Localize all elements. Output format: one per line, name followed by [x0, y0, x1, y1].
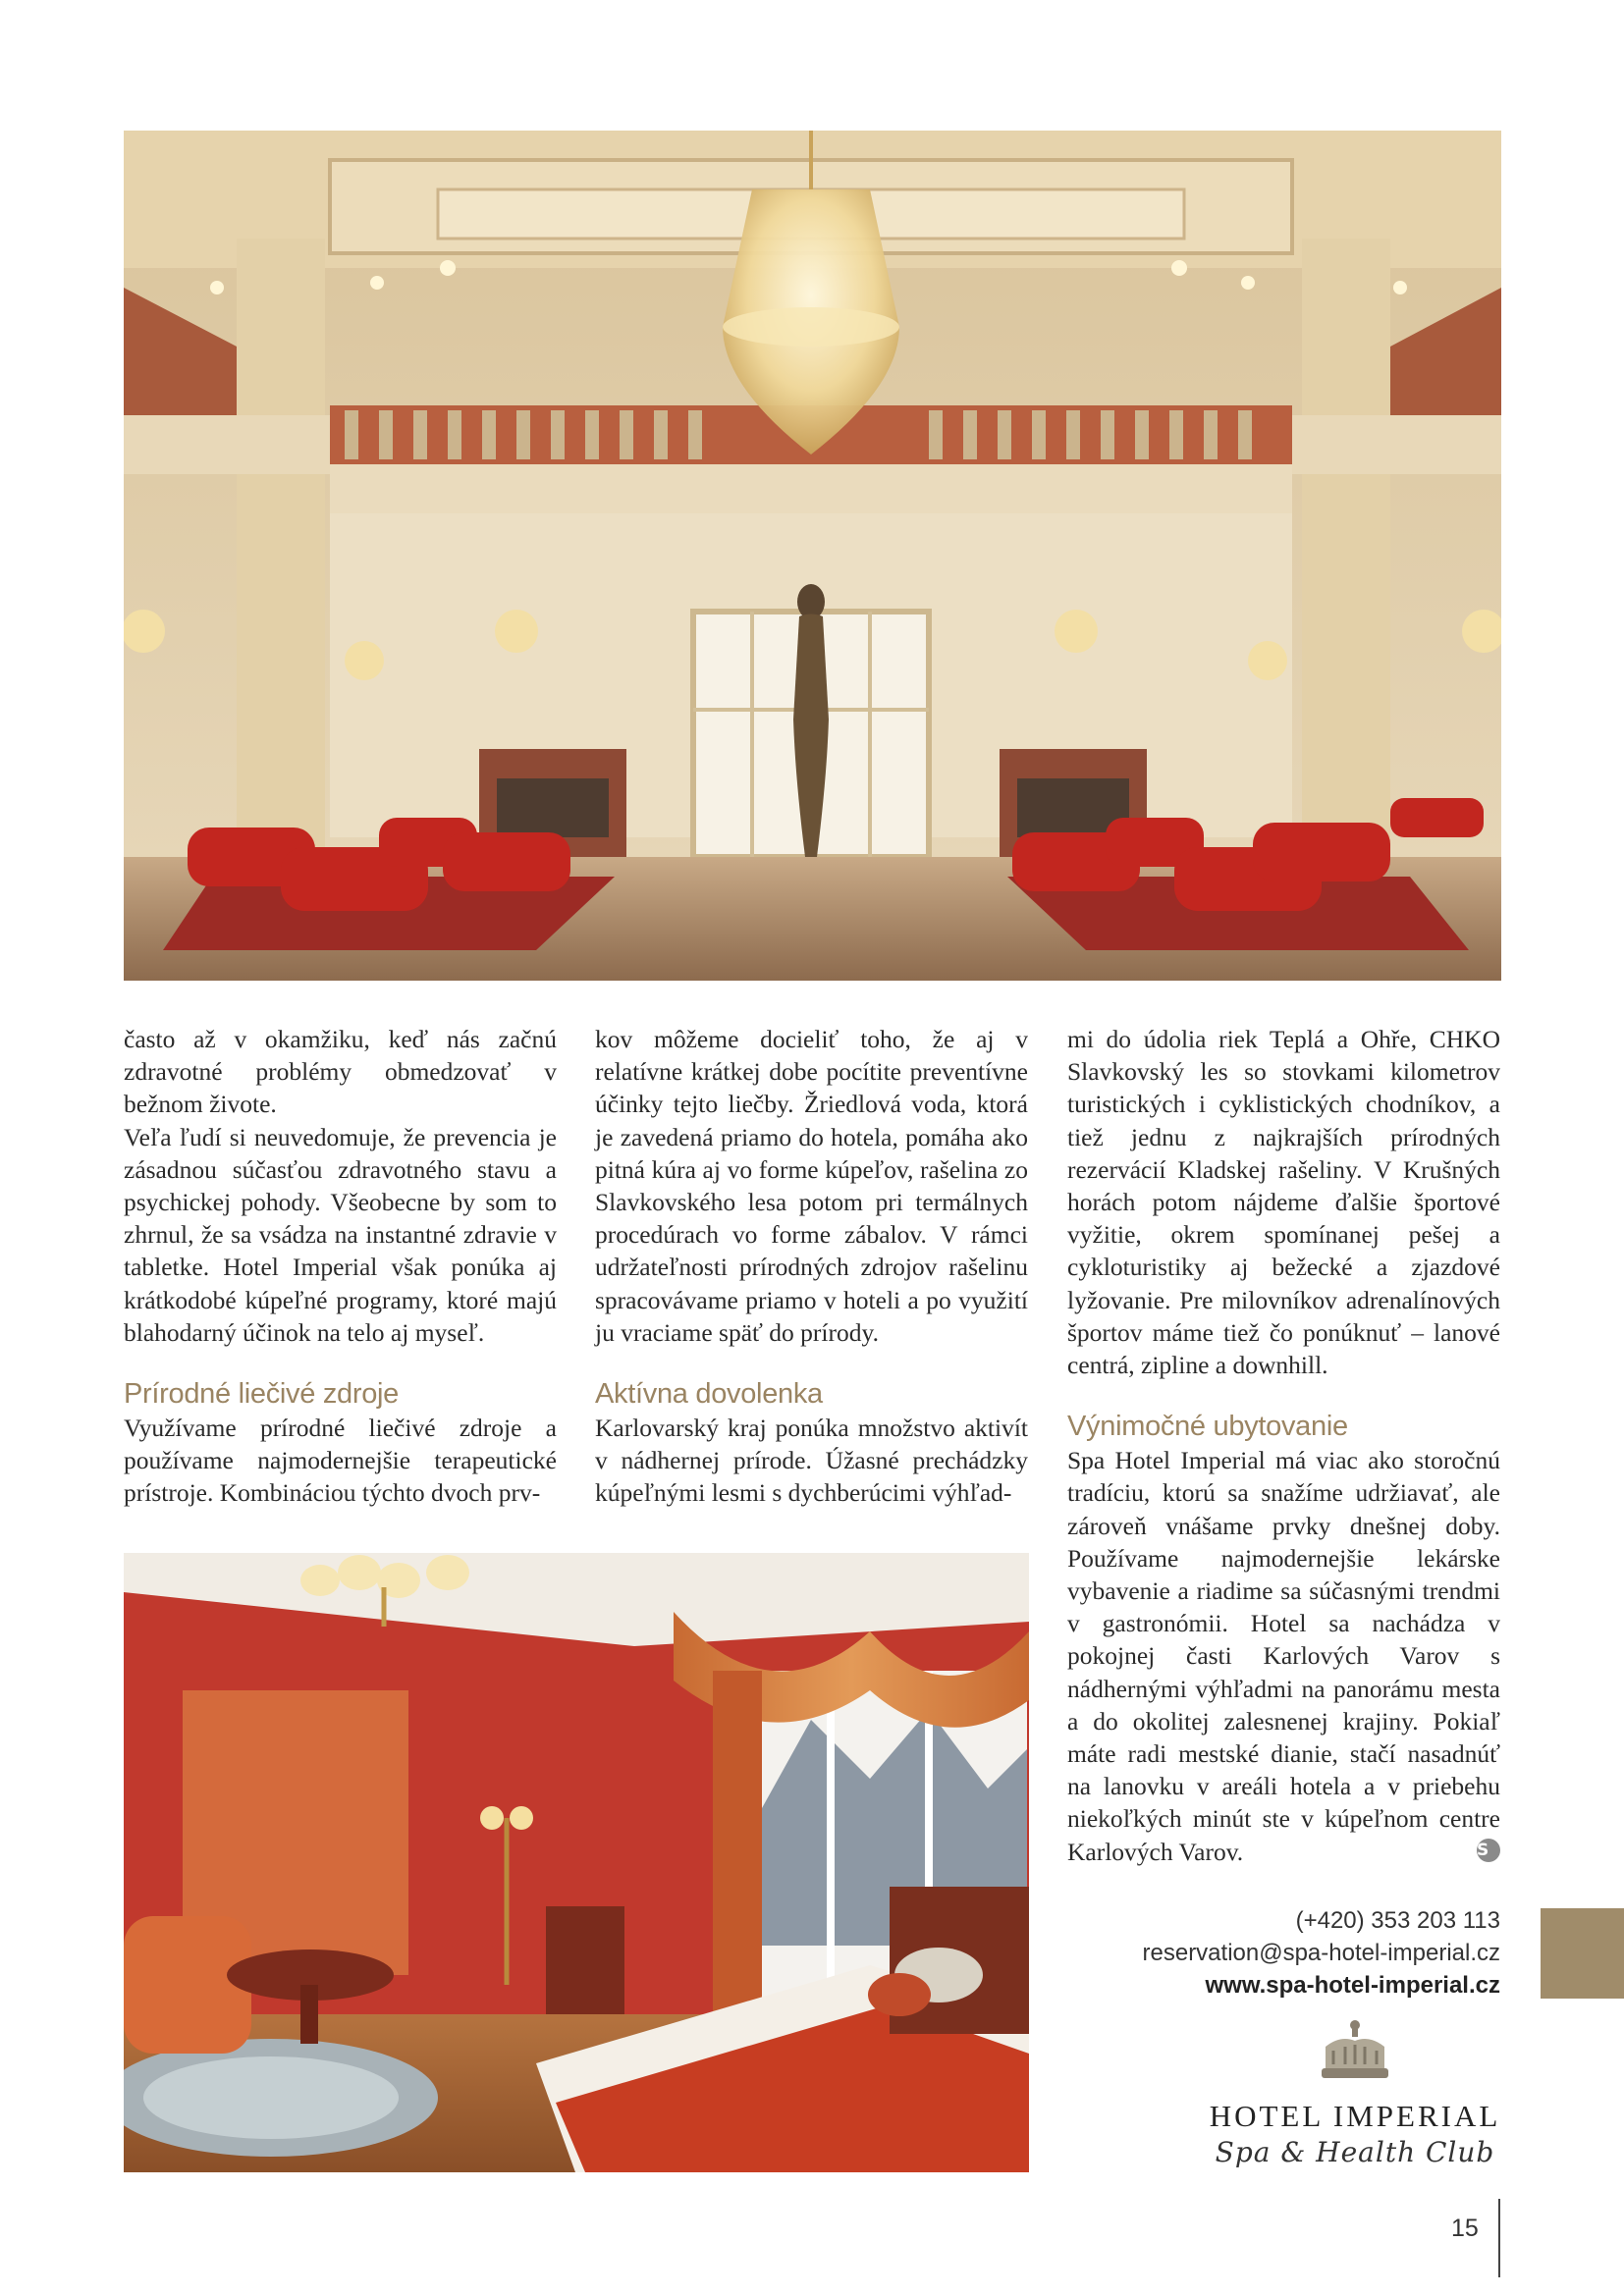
left-paragraph-1: často až v okamžiku, keď nás začnú zdravotné problémy obmedzovať v bežnom živote.: [124, 1025, 557, 1119]
page-number-rule: [1498, 2199, 1500, 2277]
article-end-mark-icon: S: [1477, 1839, 1500, 1862]
right-paragraph-1: mi do údolia riek Teplá a Ohře, CHKO Slavkovský les so stovkami kilometrov turistických i cyklistických chodníkov, a tiež jednu z najkrajších prírodných rezervácií Kladskej rašeliny. V Krušných horách potom nájdeme ďalšie športové vyžitie, okrem spomínanej pešej a cykloturistiky aj bežecké a zjazdové lyžovanie. Pre milovníkov adrenalínových športov máme tiež čo ponúknuť – lanové centrá, zipline a downhill.: [1067, 1025, 1500, 1380]
logo-tagline: Spa & Health Club: [1215, 2136, 1495, 2168]
left-paragraph-3: Využívame prírodné liečivé zdroje a používame najmodernejšie terapeutické prístroje. Kombináciou týchto dvoch prv-: [124, 1414, 557, 1508]
contact-phone[interactable]: (+420) 353 203 113: [1295, 1907, 1500, 1934]
heading-active-holiday: Aktívna dovolenka: [595, 1378, 823, 1411]
contact-block: [1143, 1904, 1501, 2002]
contact-email[interactable]: reservation@spa-hotel-imperial.cz: [1142, 1940, 1500, 1966]
heading-natural-sources: Prírodné liečivé zdroje: [124, 1378, 400, 1411]
hotel-logo: [1208, 2017, 1502, 2174]
middle-paragraph-1: kov môžeme docieliť toho, že aj v relatívne krátkej dobe pocítite preventívne účinky tejto liečby. Žriedlová voda, ktorá je zavedená priamo do hotela, pomáha ako pitná kúra aj vo forme kúpeľov, rašelina zo Slavkovského lesa potom pri termálnych procedúrach vo forme zábalov. V rámci udržateľnosti prírodných zdrojov rašelinu spracovávame priamo v hoteli a po využití ju vraciame späť do prírody.: [595, 1025, 1028, 1347]
crown-icon: [1316, 2017, 1394, 2088]
page-number: 15: [1451, 2215, 1479, 2242]
logo-name: HOTEL IMPERIAL: [1209, 2099, 1501, 2133]
middle-paragraph-2: Karlovarský kraj ponúka množstvo aktivít v nádhernej prírode. Úžasné prechádzky kúpeľnými lesmi s dychberúcimi výhľad-: [595, 1414, 1028, 1508]
bedroom-photo: [124, 1553, 1029, 2172]
right-paragraph-2: [1067, 1444, 1500, 1868]
side-tab: [1541, 1908, 1624, 1999]
heading-exceptional-accommodation: Výnimočné ubytovanie: [1067, 1411, 1348, 1443]
lobby-photo: [124, 131, 1501, 981]
right-paragraph-2-text: Spa Hotel Imperial má viac ako storočnú tradíciu, ktorú sa snažíme udržiavať, ale zároveň vnášame prvky dnešnej doby. Používame najmodernejšie lekárske vybavenie a riadime sa súčasnými trendmi v gastronómii. Hotel sa nachádza v pokojnej časti Karlových Varov s nádhernými výhľadmi na panorámu mesta a do okolitej zalesnenej krajiny. Pokiaľ máte radi mestské dianie, stačí nasadnúť na lanovku v areáli hotela a v priebehu niekoľkých minút ste v kúpeľnom centre Karlových Varov.: [1067, 1446, 1500, 1866]
contact-website[interactable]: www.spa-hotel-imperial.cz: [1205, 1972, 1500, 1999]
text-column-middle: [595, 1023, 1028, 1510]
text-column-left: [124, 1023, 557, 1510]
text-column-right: [1067, 1023, 1500, 1868]
left-paragraph-2: Veľa ľudí si neuvedomuje, že prevencia je zásadnou súčasťou zdravotného stavu a psychickej pohody. Všeobecne by som to zhrnul, že sa vsádza na instantné zdravie v tabletke. Hotel Imperial však ponúka aj krátkodobé kúpeľné programy, ktoré majú blahodarný účinok na telo aj myseľ.: [124, 1122, 557, 1347]
